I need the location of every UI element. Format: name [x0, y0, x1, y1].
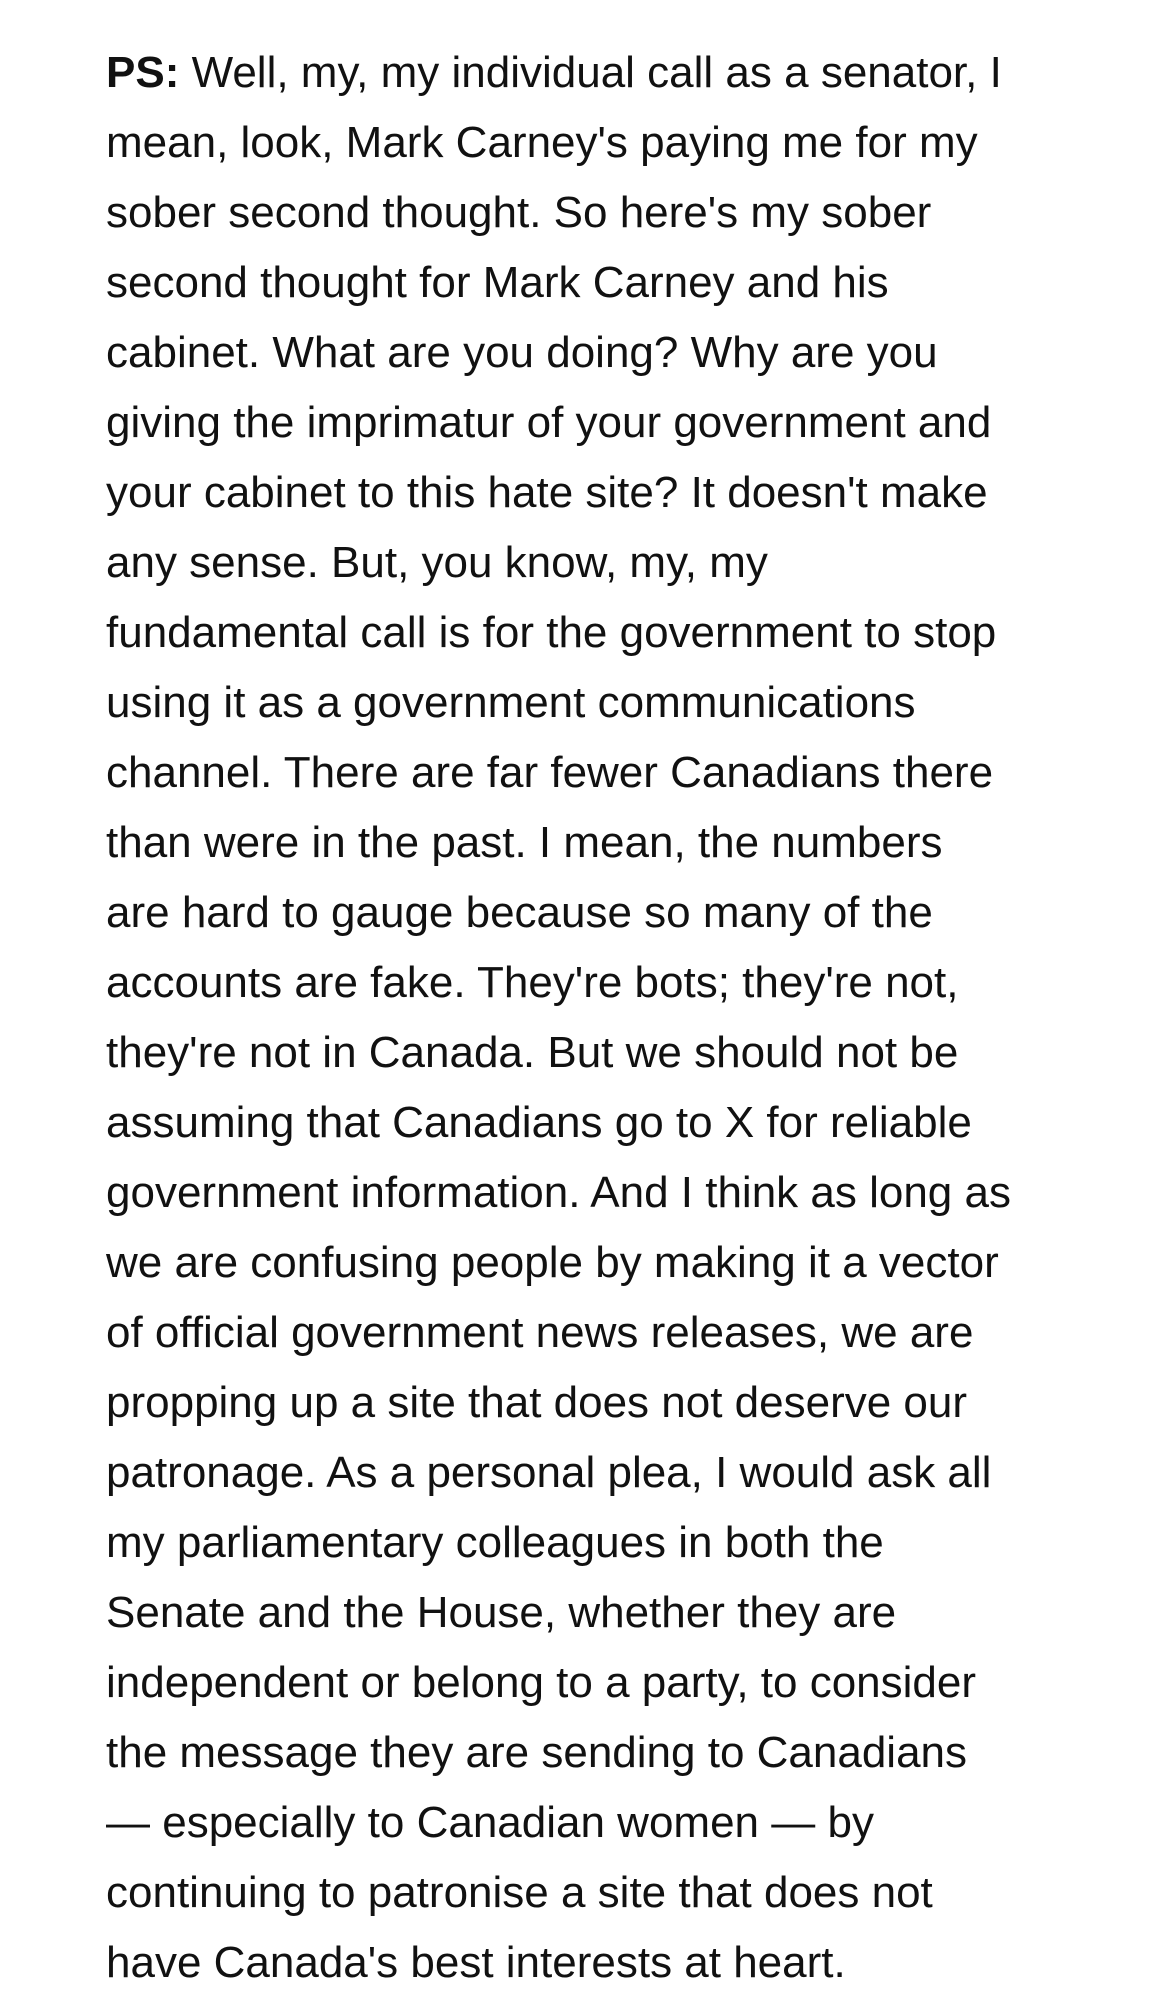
transcript-line: have Canada's best interests at heart.	[106, 1938, 846, 1987]
transcript-line: any sense. But, you know, my, my	[106, 538, 768, 587]
transcript-line: using it as a government communications	[106, 678, 916, 727]
transcript-line: fundamental call is for the government to stop	[106, 608, 997, 657]
transcript-line: government information. And I think as long as	[106, 1168, 1011, 1217]
transcript-line: of official government news releases, we are	[106, 1308, 974, 1357]
transcript-line: patronage. As a personal plea, I would ask all	[106, 1448, 992, 1497]
transcript-line: your cabinet to this hate site? It doesn't make	[106, 468, 988, 517]
transcript-line: channel. There are far fewer Canadians there	[106, 748, 994, 797]
transcript-line: mean, look, Mark Carney's paying me for my	[106, 118, 978, 167]
transcript-line: — especially to Canadian women — by	[106, 1798, 874, 1847]
transcript-line-first-text: Well, my, my individual call as a senator, I	[179, 48, 1002, 97]
transcript-line: assuming that Canadians go to X for reliable	[106, 1098, 972, 1147]
transcript-line: than were in the past. I mean, the numbers	[106, 818, 943, 867]
transcript-line: accounts are fake. They're bots; they're not,	[106, 958, 959, 1007]
transcript-line-first	[106, 38, 1086, 108]
transcript-paragraph	[106, 38, 1086, 1998]
transcript-line: we are confusing people by making it a vector	[106, 1238, 999, 1287]
transcript-line: are hard to gauge because so many of the	[106, 888, 933, 937]
transcript-line: cabinet. What are you doing? Why are you	[106, 328, 938, 377]
transcript-line: independent or belong to a party, to consider	[106, 1658, 977, 1707]
transcript-line: sober second thought. So here's my sober	[106, 188, 932, 237]
transcript-line: propping up a site that does not deserve our	[106, 1378, 968, 1427]
transcript-line: my parliamentary colleagues in both the	[106, 1518, 884, 1567]
transcript-line: they're not in Canada. But we should not be	[106, 1028, 959, 1077]
transcript-line: second thought for Mark Carney and his	[106, 258, 889, 307]
transcript-line: continuing to patronise a site that does not	[106, 1868, 933, 1917]
transcript-line: Senate and the House, whether they are	[106, 1588, 897, 1637]
transcript-line: the message they are sending to Canadians	[106, 1728, 968, 1777]
transcript-line: giving the imprimatur of your government and	[106, 398, 992, 447]
speaker-label: PS:	[106, 48, 180, 97]
